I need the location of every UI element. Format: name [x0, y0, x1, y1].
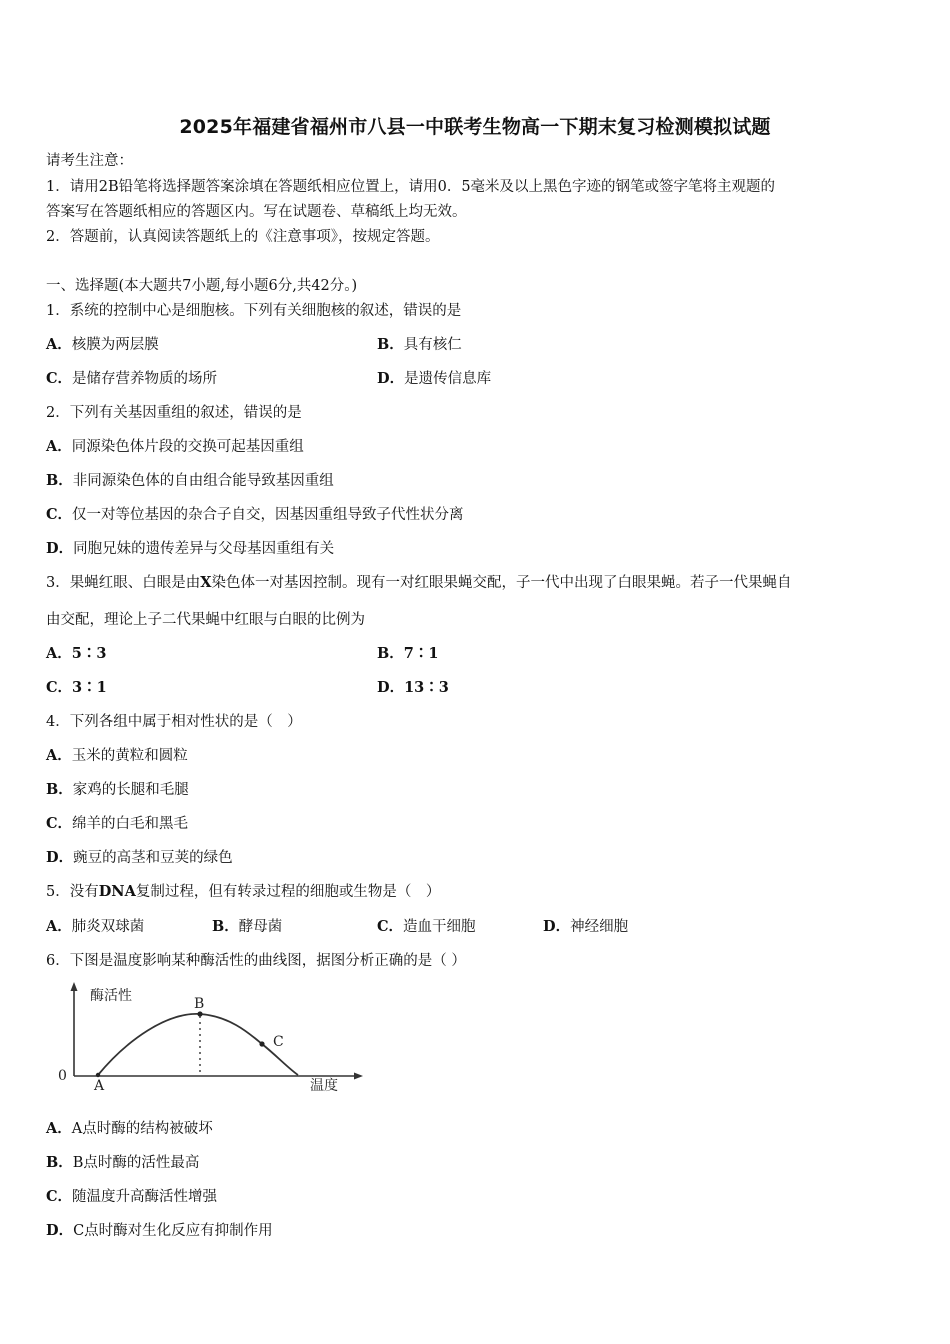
- option-letter: C．: [46, 1188, 73, 1205]
- notice-heading: 请考生注意：: [46, 153, 133, 169]
- option-text: 随温度升高酶活性增强: [72, 1189, 218, 1205]
- option-text: 同源染色体片段的交换可起基因重组: [71, 439, 304, 455]
- option-text: 13∶3: [404, 679, 449, 696]
- q2-option-a: [46, 437, 304, 457]
- q2-option-d: [46, 539, 334, 559]
- point-b-marker: [197, 1011, 202, 1016]
- q1-option-d: [377, 369, 491, 389]
- option-text: 神经细胞: [570, 919, 629, 935]
- q5-stem-dna: DNA: [98, 883, 136, 900]
- option-letter: A．: [46, 747, 72, 764]
- q2-option-b: [46, 471, 334, 491]
- option-text: 核膜为两层膜: [71, 337, 159, 353]
- origin-label: 0: [58, 1068, 67, 1084]
- option-text: A点时酶的结构被破坏: [71, 1121, 213, 1137]
- option-text: 具有核仁: [403, 337, 462, 353]
- option-text: 是储存营养物质的场所: [72, 371, 218, 387]
- option-letter: D．: [377, 370, 405, 387]
- q1-option-b: [377, 335, 462, 355]
- y-axis-label: 酶活性: [90, 988, 132, 1004]
- option-letter: D．: [46, 540, 74, 557]
- option-letter: B．: [46, 1154, 73, 1171]
- option-letter: C．: [46, 679, 73, 696]
- q1-option-c: [46, 369, 217, 389]
- option-letter: A．: [46, 645, 72, 662]
- q1-option-a: [46, 335, 159, 355]
- q3-stem-x: X: [200, 574, 212, 591]
- q6-stem: 6．下图是温度影响某种酶活性的曲线图，据图分析正确的是（ ）: [46, 953, 466, 969]
- q3-option-c: [46, 678, 107, 698]
- point-c-marker: [259, 1041, 264, 1046]
- option-letter: D．: [377, 679, 405, 696]
- q5-stem: [46, 882, 440, 902]
- option-text: 造血干细胞: [403, 919, 476, 935]
- option-letter: C．: [46, 370, 73, 387]
- q3-stem-part-b: 染色体一对基因控制。现有一对红眼果蝇交配，子一代中出现了白眼果蝇。若子一代果蝇自: [211, 575, 792, 591]
- option-letter: A．: [46, 336, 72, 353]
- option-letter: D．: [46, 849, 74, 866]
- point-a-label: A: [94, 1078, 105, 1094]
- option-text: 玉米的黄粒和圆粒: [71, 748, 188, 764]
- q5-option-a: [46, 917, 144, 937]
- q3-stem-line2: 由交配，理论上子二代果蝇中红眼与白眼的比例为: [46, 612, 365, 628]
- option-letter: B．: [46, 781, 73, 798]
- exam-title: 2025年福建省福州市八县一中联考生物高一下期末复习检测模拟试题: [179, 116, 771, 138]
- option-text: 3∶1: [72, 679, 107, 696]
- option-text: 非同源染色体的自由组合能导致基因重组: [72, 473, 334, 489]
- q4-option-a: [46, 746, 188, 766]
- q3-option-d: [377, 678, 449, 698]
- option-letter: C．: [46, 506, 73, 523]
- option-letter: B．: [46, 472, 73, 489]
- q5-stem-part-b: 复制过程，但有转录过程的细胞或生物是（ ）: [135, 884, 441, 900]
- option-letter: D．: [543, 918, 571, 935]
- q3-option-a: [46, 644, 106, 664]
- q4-option-b: [46, 780, 189, 800]
- q5-option-b: [212, 917, 282, 937]
- point-c-label: C: [273, 1034, 284, 1050]
- enzyme-activity-curve: [98, 1014, 298, 1075]
- q2-stem: 2．下列有关基因重组的叙述，错误的是: [46, 405, 302, 421]
- option-letter: B．: [212, 918, 239, 935]
- q3-stem-part-a: 3．果蝇红眼、白眼是由: [46, 575, 201, 591]
- section-heading: 一、选择题(本大题共7小题,每小题6分,共42分。): [46, 278, 358, 294]
- notice-line-1a: 1．请用2B铅笔将选择题答案涂填在答题纸相应位置上，请用0．5毫米及以上黑色字迹的钢笔或签字笔将主观题的: [46, 179, 776, 195]
- q6-option-a: [46, 1119, 213, 1139]
- option-text: 豌豆的高茎和豆荚的绿色: [73, 850, 233, 866]
- x-axis-arrow: [354, 1073, 363, 1080]
- q4-stem: 4．下列各组中属于相对性状的是（ ）: [46, 714, 302, 730]
- point-b-label: B: [194, 996, 205, 1012]
- q5-option-c: [377, 917, 476, 937]
- q6-option-b: [46, 1153, 199, 1173]
- enzyme-temperature-figure: [52, 980, 372, 1096]
- option-text: 酵母菌: [238, 919, 283, 935]
- option-text: C点时酶对生化反应有抑制作用: [73, 1223, 273, 1239]
- option-letter: A．: [46, 1120, 72, 1137]
- notice-line-1b: 答案写在答题纸相应的答题区内。写在试题卷、草稿纸上均无效。: [46, 204, 467, 220]
- q4-option-c: [46, 814, 188, 834]
- option-text: 肺炎双球菌: [71, 919, 145, 935]
- q1-stem: 1．系统的控制中心是细胞核。下列有关细胞核的叙述，错误的是: [46, 303, 462, 319]
- option-letter: A．: [46, 438, 72, 455]
- option-letter: B．: [377, 645, 404, 662]
- option-letter: A．: [46, 918, 72, 935]
- option-letter: C．: [46, 815, 73, 832]
- option-text: 家鸡的长腿和毛腿: [72, 782, 189, 798]
- option-text: 是遗传信息库: [404, 371, 492, 387]
- enzyme-curve-svg: [52, 980, 372, 1096]
- q2-option-c: [46, 505, 464, 525]
- point-a-marker: [96, 1073, 100, 1077]
- q6-option-c: [46, 1187, 217, 1207]
- option-text: 同胞兄妹的遗传差异与父母基因重组有关: [73, 541, 335, 557]
- q3-option-b: [377, 644, 438, 664]
- q5-option-d: [543, 917, 628, 937]
- q5-stem-part-a: 5．没有: [46, 884, 99, 900]
- q4-option-d: [46, 848, 233, 868]
- q6-option-d: [46, 1221, 273, 1241]
- option-letter: C．: [377, 918, 404, 935]
- option-text: 绵羊的白毛和黑毛: [72, 816, 189, 832]
- option-letter: D．: [46, 1222, 74, 1239]
- notice-line-2: 2．答题前，认真阅读答题纸上的《注意事项》，按规定答题。: [46, 229, 440, 245]
- y-axis-arrow: [71, 982, 78, 991]
- option-text: 5∶3: [71, 645, 107, 662]
- x-axis-label: 温度: [310, 1078, 338, 1094]
- option-text: 仅一对等位基因的杂合子自交，因基因重组导致子代性状分离: [72, 507, 464, 523]
- option-text: B点时酶的活性最高: [72, 1155, 200, 1171]
- option-text: 7∶1: [403, 645, 439, 662]
- q3-stem-line1: [46, 573, 792, 593]
- option-letter: B．: [377, 336, 404, 353]
